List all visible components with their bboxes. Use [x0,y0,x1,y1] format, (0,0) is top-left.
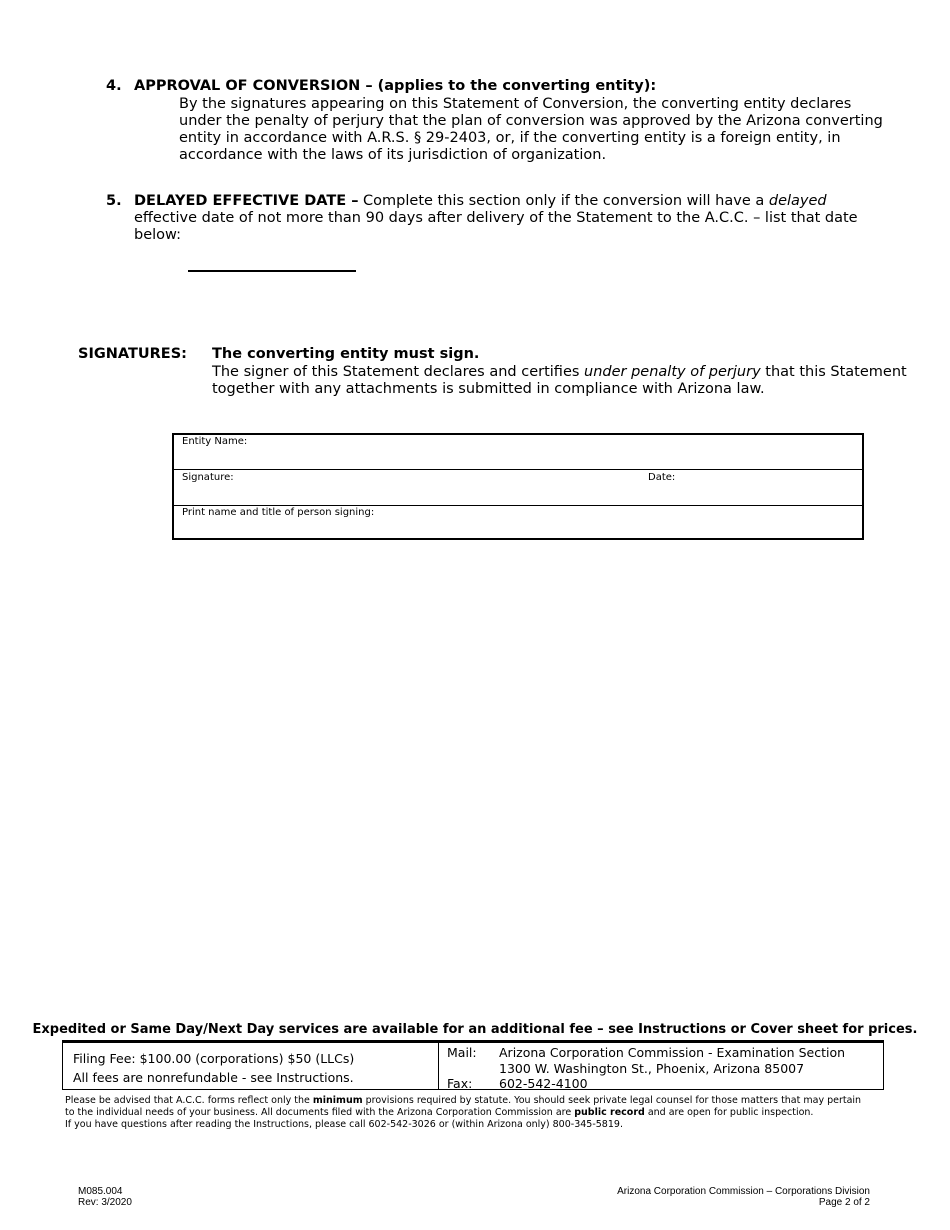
section-4-line: By the signatures appearing on this Statement of Conversion, the converting entity declares [179,96,852,112]
agency-name: Arizona Corporation Commission – Corporations Division [617,1186,870,1197]
signatures-text: that this Statement [760,364,907,380]
signatures-label: SIGNATURES: [78,346,187,362]
signatures-statement [212,364,907,398]
filing-fee: Filing Fee: $100.00 (corporations) $50 (LLCs) [73,1051,355,1066]
section-4-body [179,96,883,164]
disclaimer [65,1095,885,1131]
form-code: M085.004 [78,1186,123,1197]
signature-label: Signature: [182,472,234,483]
section-5-line: effective date of not more than 90 days after delivery of the Statement to the A.C.C. – list that date [134,210,858,226]
section-5-delayed-emphasis: delayed [768,193,827,209]
section-5-number: 5. [106,193,122,209]
entity-name-field[interactable] [174,435,862,470]
mail-label: Mail: [447,1045,477,1060]
section-4-line: entity in accordance with A.R.S. § 29-2403, or, if the converting entity is a foreign entity, in [179,130,841,146]
print-name-field[interactable] [174,506,862,541]
section-5-line: below: [134,227,181,243]
perjury-emphasis: under penalty of perjury [584,364,761,380]
signature-box [172,433,864,540]
section-5-text: Complete this section only if the conversion will have a [358,193,769,209]
section-4-title: APPROVAL OF CONVERSION – (applies to the converting entity): [134,78,657,94]
signatures-heading: The converting entity must sign. [212,346,480,362]
section-4-line: accordance with the laws of its jurisdiction of organization. [179,147,607,163]
disclaimer-contact: If you have questions after reading the Instructions, please call 602-542-3026 or (within Arizona only) 800-345-5819. [65,1119,623,1130]
signatures-text: The signer of this Statement declares and certifies [212,364,585,380]
footer-right [617,1186,870,1208]
footer-left [78,1186,132,1208]
mail-line-2: 1300 W. Washington St., Phoenix, Arizona 85007 [499,1061,805,1076]
section-5-body [134,193,858,244]
nonrefundable-note: All fees are nonrefundable - see Instructions. [73,1070,354,1085]
disclaimer-text: to the individual needs of your business. All documents filed with the Arizona Corporation Commission are [65,1107,575,1118]
revision: Rev: 3/2020 [78,1197,132,1208]
section-4-line: under the penalty of perjury that the plan of conversion was approved by the Arizona converting [179,113,883,129]
mail-info [439,1043,883,1089]
signatures-line: together with any attachments is submitted in compliance with Arizona law. [212,381,765,397]
fax-number: 602-542-4100 [499,1076,588,1091]
fee-info [63,1043,439,1089]
entity-name-label: Entity Name: [182,436,248,447]
expedited-note: Expedited or Same Day/Next Day services are available for an additional fee – see Instructions or Cover sheet for prices. [32,1022,918,1037]
minimum-emphasis: minimum [312,1095,363,1106]
section-5-title: DELAYED EFFECTIVE DATE – [134,193,359,209]
fee-box [62,1040,884,1090]
signature-field[interactable] [174,471,862,506]
disclaimer-text: Please be advised that A.C.C. forms reflect only the [65,1095,313,1106]
disclaimer-text: provisions required by statute. You should seek private legal counsel for those matters that may pertain [362,1095,862,1106]
mail-line-1: Arizona Corporation Commission - Examination Section [499,1045,846,1060]
fax-label: Fax: [447,1076,473,1091]
print-name-label: Print name and title of person signing: [182,507,375,518]
section-4-number: 4. [106,78,122,94]
delayed-date-field[interactable] [188,270,356,272]
public-record-emphasis: public record [574,1107,645,1118]
disclaimer-text: and are open for public inspection. [644,1107,814,1118]
page-number: Page 2 of 2 [818,1197,870,1208]
date-label: Date: [648,472,676,483]
